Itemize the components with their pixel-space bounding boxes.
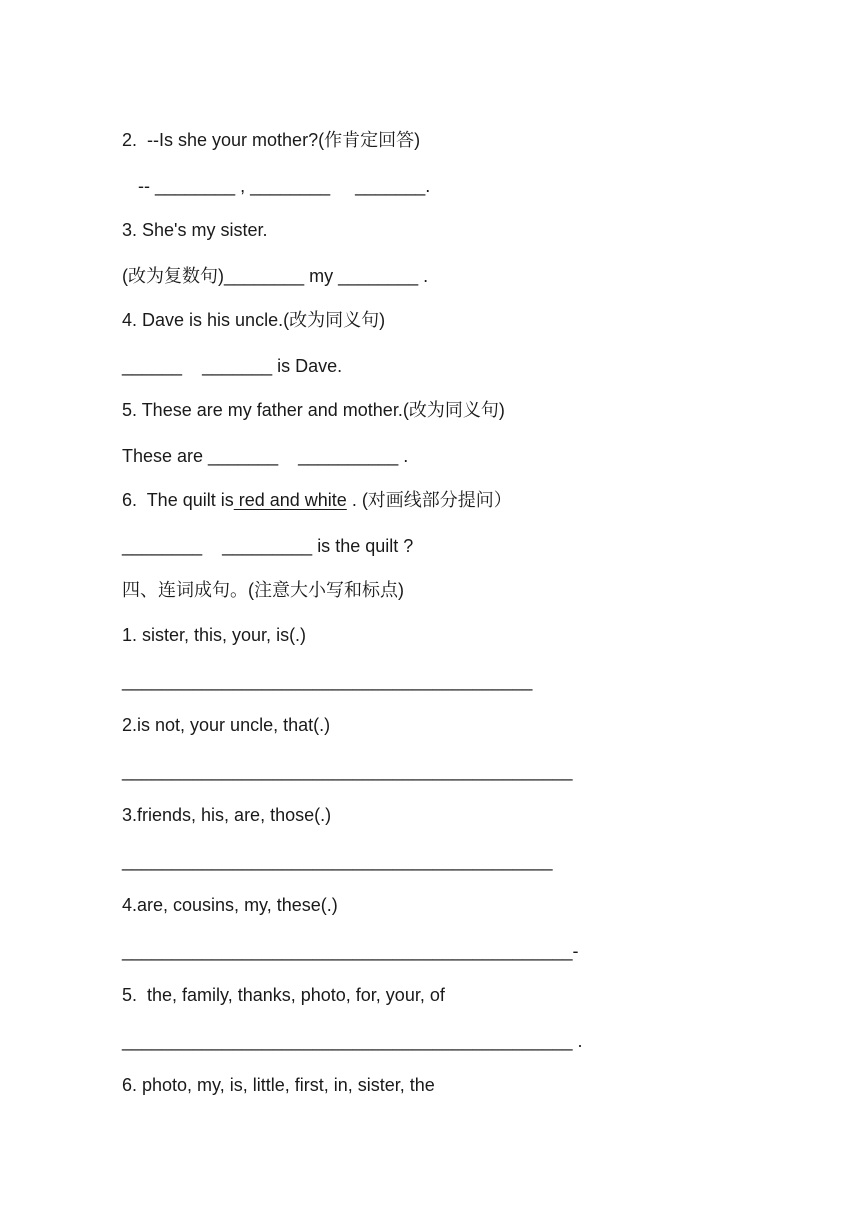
section-4-item-2-answer-line: _____________________________________________ bbox=[122, 761, 573, 781]
question-6-prompt-end: . (对画线部分提问） bbox=[346, 490, 512, 510]
question-3-answer-blank: (改为复数句)________ my ________ . bbox=[122, 266, 429, 286]
section-4-item-1-prompt: 1. sister, this, your, is(.) bbox=[122, 625, 307, 645]
question-5-answer-blank: These are _______ __________ . bbox=[122, 446, 409, 466]
question-4-answer-blank: ______ _______ is Dave. bbox=[122, 356, 343, 376]
question-6-prompt bbox=[122, 488, 512, 512]
section-4-item-3-answer-line: ___________________________________________ bbox=[122, 851, 553, 871]
section-4-item-3-prompt: 3.friends, his, are, those(.) bbox=[122, 805, 332, 825]
section-4-item-5-prompt: 5. the, family, thanks, photo, for, your, of bbox=[122, 985, 445, 1005]
section-4-item-4-prompt: 4.are, cousins, my, these(.) bbox=[122, 895, 338, 915]
question-5-prompt: 5. These are my father and mother.(改为同义句) bbox=[122, 400, 505, 420]
section-4-item-2-prompt: 2.is not, your uncle, that(.) bbox=[122, 715, 331, 735]
question-2-prompt: 2. --Is she your mother?(作肯定回答) bbox=[122, 130, 421, 150]
question-3-prompt: 3. She's my sister. bbox=[122, 220, 268, 240]
section-4-heading: 四、连词成句。(注意大小写和标点) bbox=[122, 580, 404, 600]
section-4-item-6-prompt: 6. photo, my, is, little, first, in, sister, the bbox=[122, 1075, 435, 1095]
question-6-answer-blank: ________ _________ is the quilt ? bbox=[122, 536, 414, 556]
section-4-item-1-answer-line: _________________________________________ bbox=[122, 671, 533, 691]
question-4-prompt: 4. Dave is his uncle.(改为同义句) bbox=[122, 310, 386, 330]
question-6-underlined-part: red and white bbox=[233, 490, 347, 510]
section-4-item-4-answer-line: _____________________________________________- bbox=[122, 941, 579, 961]
question-6-prompt-start: 6. The quilt is bbox=[122, 490, 234, 510]
question-2-answer-blank: -- ________ , ________ _______. bbox=[118, 176, 431, 196]
section-4-item-5-answer-line: _____________________________________________ . bbox=[122, 1031, 583, 1051]
